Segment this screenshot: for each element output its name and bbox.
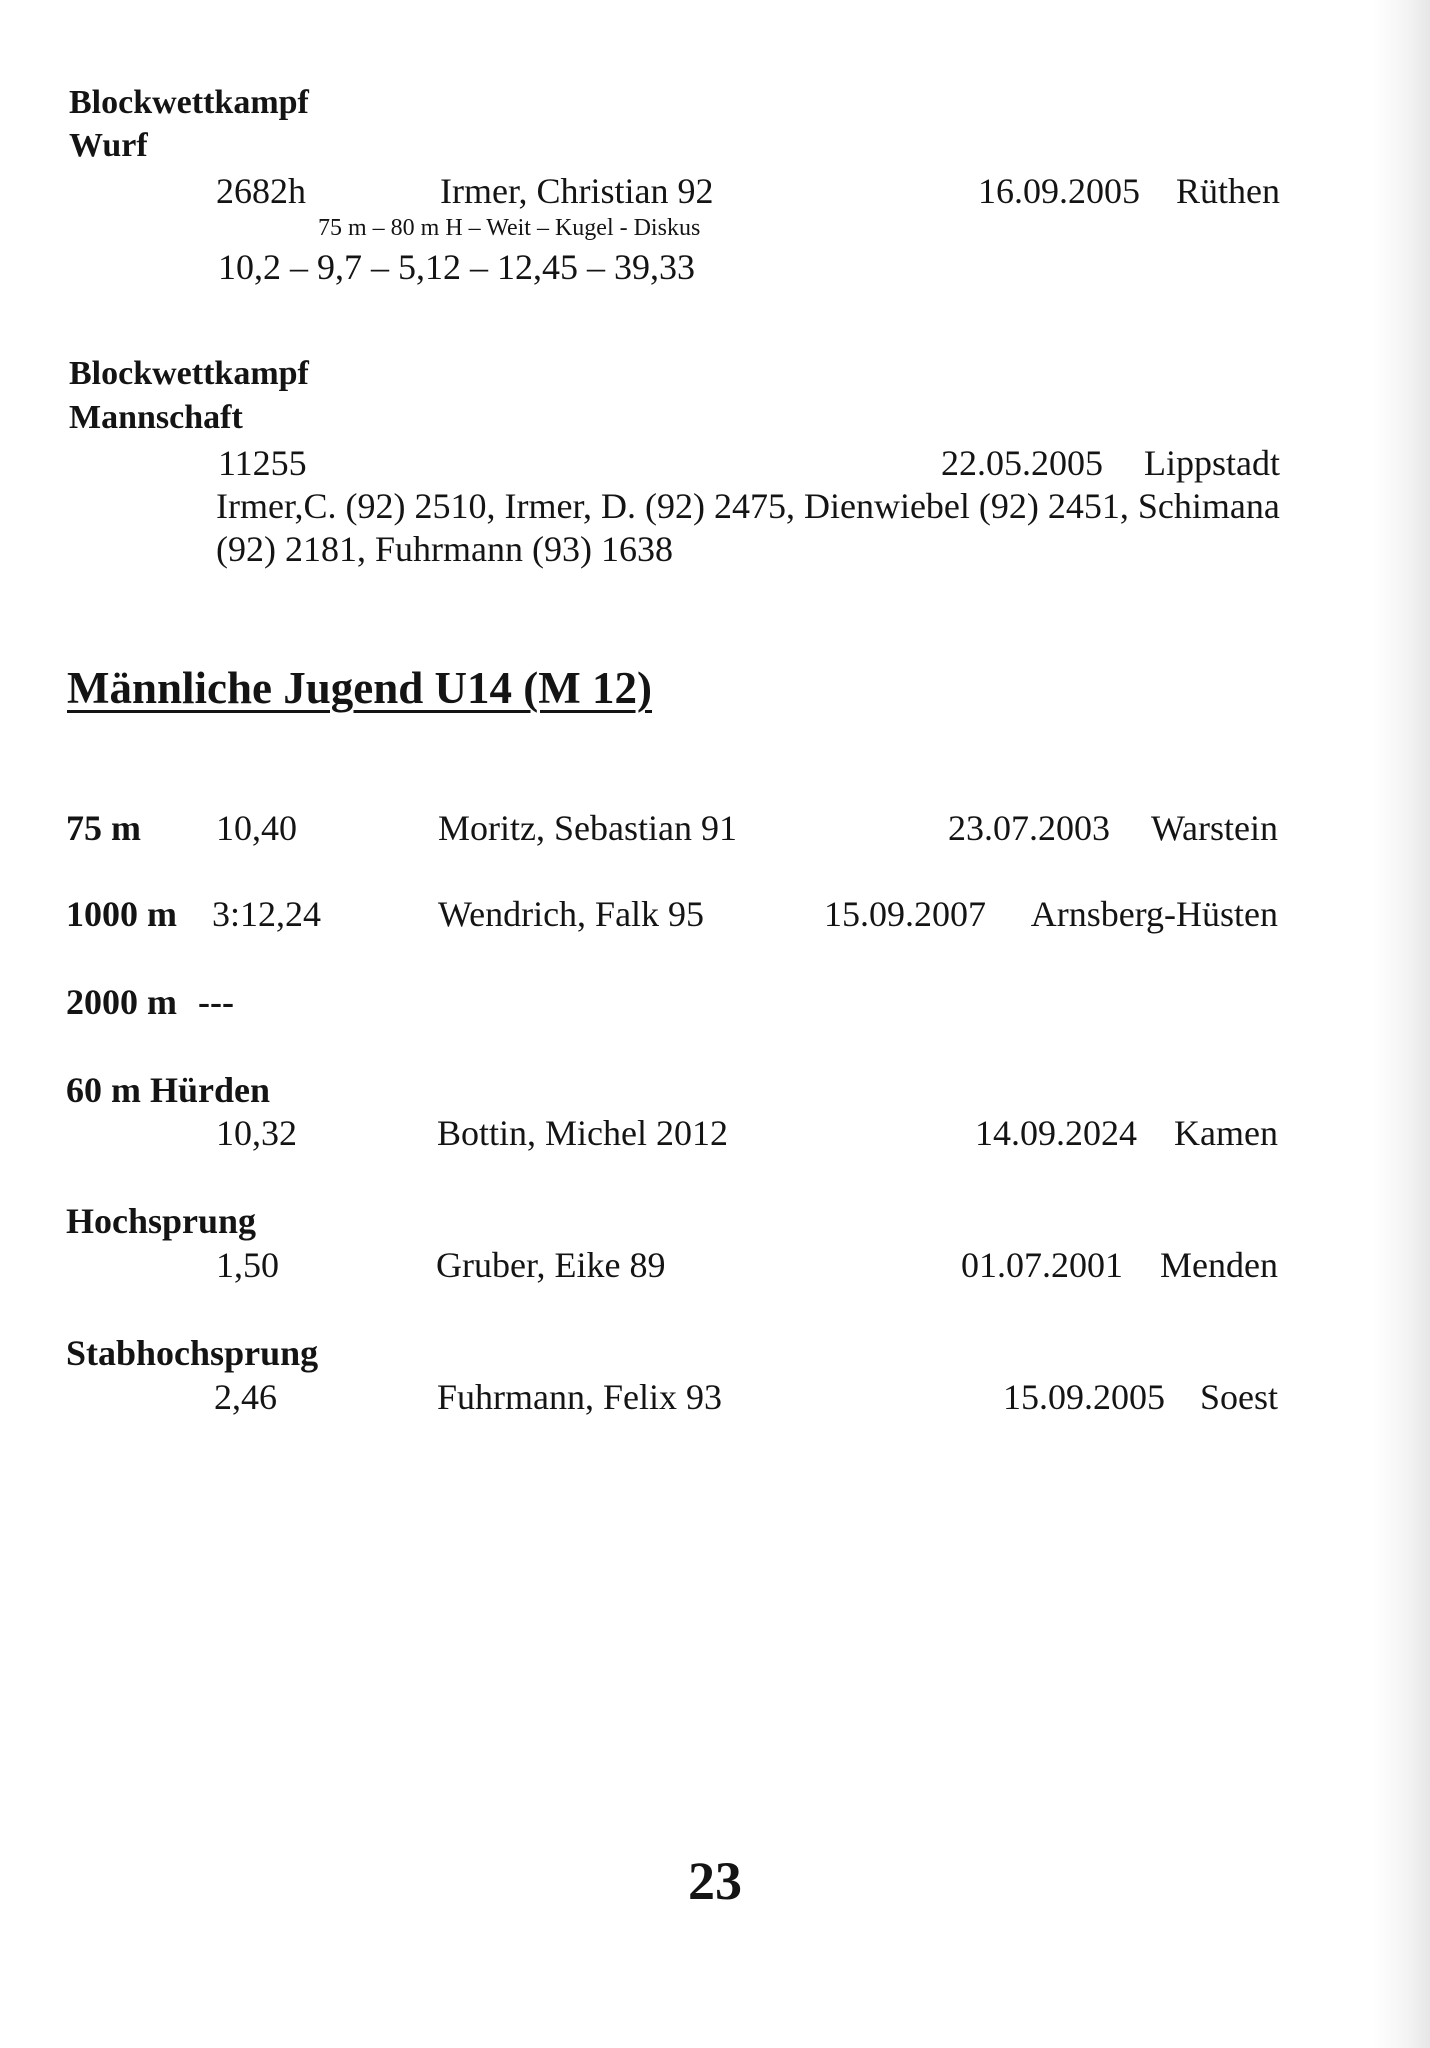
- record-date: 01.07.2001: [961, 1245, 1123, 1285]
- record-place: Menden: [1160, 1245, 1278, 1285]
- discipline-results: 10,2 – 9,7 – 5,12 – 12,45 – 39,33: [218, 247, 695, 287]
- event-name: 1000 m: [66, 894, 177, 934]
- record-date: 15.09.2005: [1003, 1377, 1165, 1417]
- team-members-line: (92) 2181, Fuhrmann (93) 1638: [216, 529, 673, 569]
- record-athlete: Moritz, Sebastian 91: [438, 808, 737, 848]
- record-place: Warstein: [1150, 808, 1278, 848]
- record-result: 2682h: [216, 171, 306, 211]
- record-athlete: Wendrich, Falk 95: [438, 894, 705, 934]
- event-name: 2000 m: [66, 982, 177, 1022]
- record-place: Soest: [1199, 1377, 1278, 1417]
- record-result: ---: [198, 982, 234, 1022]
- record-result: 3:12,24: [212, 894, 322, 934]
- category-heading: Männliche Jugend U14 (M 12): [67, 663, 652, 713]
- section-subtitle: Wurf: [69, 127, 148, 164]
- section-title: Blockwettkampf: [69, 355, 309, 392]
- record-result: 2,46: [214, 1377, 277, 1417]
- record-date: 15.09.2007: [824, 894, 986, 934]
- record-result: 10,40: [216, 808, 297, 848]
- section-subtitle: Mannschaft: [69, 399, 243, 436]
- page-number: 23: [688, 1851, 742, 1911]
- record-place: Rüthen: [1176, 171, 1280, 211]
- record-result: 1,50: [216, 1245, 279, 1285]
- event-name: Hochsprung: [66, 1201, 257, 1241]
- record-place: Lippstadt: [1144, 443, 1280, 483]
- record-athlete: Fuhrmann, Felix 93: [437, 1377, 722, 1417]
- event-name: 75 m: [66, 808, 141, 848]
- record-date: 16.09.2005: [978, 171, 1140, 211]
- record-date: 22.05.2005: [941, 443, 1103, 483]
- record-result: 10,32: [216, 1113, 297, 1153]
- record-date: 14.09.2024: [975, 1113, 1137, 1153]
- event-name: 60 m Hürden: [66, 1070, 271, 1110]
- discipline-list: 75 m – 80 m H – Weit – Kugel - Diskus: [318, 215, 701, 241]
- section-title: Blockwettkampf: [69, 84, 309, 121]
- record-result: 11255: [218, 443, 307, 483]
- record-place: Kamen: [1174, 1113, 1278, 1153]
- record-athlete: Gruber, Eike 89: [436, 1245, 666, 1285]
- record-athlete: Irmer, Christian 92: [440, 171, 714, 211]
- event-name: Stabhochsprung: [66, 1333, 319, 1373]
- team-members-line: Irmer,C. (92) 2510, Irmer, D. (92) 2475, Dienwiebel (92) 2451, Schimana: [216, 486, 1280, 526]
- record-date: 23.07.2003: [948, 808, 1110, 848]
- record-place: Arnsberg-Hüsten: [1030, 894, 1278, 934]
- record-athlete: Bottin, Michel 2012: [437, 1113, 728, 1153]
